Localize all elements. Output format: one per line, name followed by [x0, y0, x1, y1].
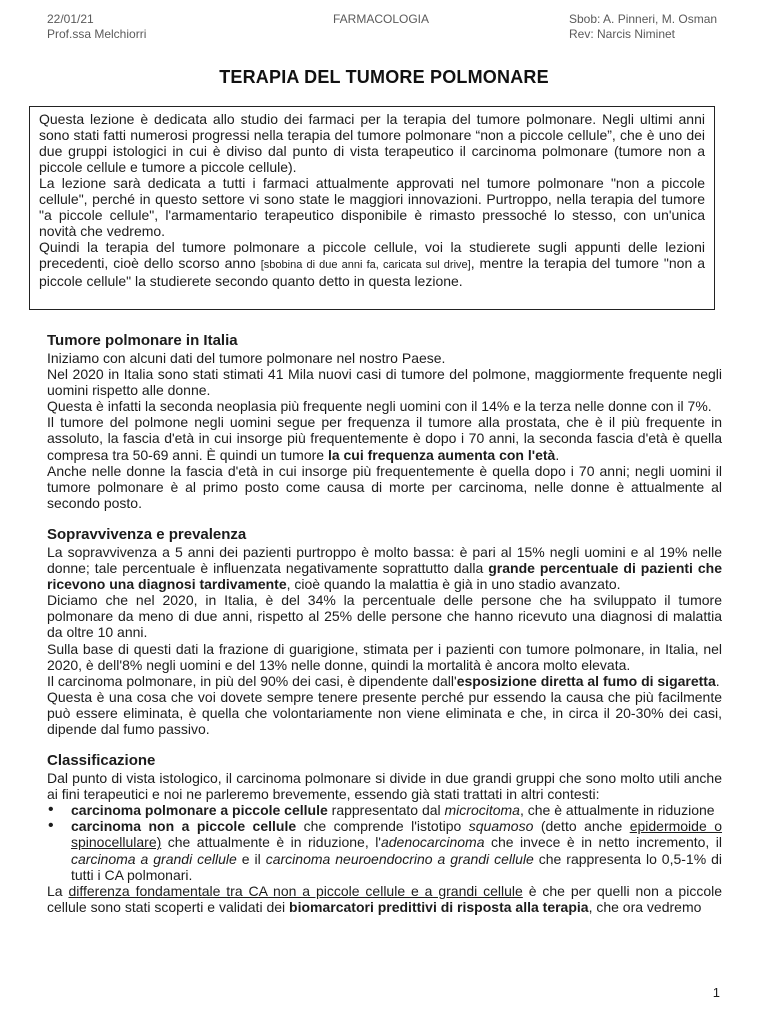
paragraph: Iniziamo con alcuni dati del tumore polmonare nel nostro Paese. — [47, 350, 446, 366]
paragraph: Nel 2020 in Italia sono stati stimati 41 Mila nuovi casi di tumore del polmone, maggiormente frequente negli uomini rispetto alle donne. — [47, 366, 722, 399]
section-heading: Classificazione — [47, 752, 156, 770]
section-sopravvivenza — [47, 526, 722, 737]
page-number: 1 — [712, 985, 720, 1000]
header-authors: Sbob: A. Pinneri, M. Osman — [569, 12, 718, 26]
bold-text: carcinoma polmonare a piccole cellule — [71, 802, 328, 819]
section-heading: Sopravvivenza e prevalenza — [47, 525, 247, 543]
text: che comprende l'istotipo — [296, 818, 469, 835]
header-reviewer: Rev: Narcis Niminet — [569, 27, 676, 41]
paragraph — [47, 414, 722, 462]
text: La sopravvivenza a 5 anni dei pazienti purtroppo è molto bassa: è pari al 15% negli uomini e al 19% nelle donne; tale percentuale è influenzata negativamente soprattutto dalla — [47, 543, 722, 577]
section-heading: Tumore polmonare in Italia — [47, 332, 238, 349]
page-title: TERAPIA DEL TUMORE POLMONARE — [219, 67, 549, 87]
intro-paragraph-2: La lezione sarà dedicata a tutti i farmaci attualmente approvati nel tumore polmonare "non a piccole cellule", perché in questo settore vi sono state le maggiori innovazioni. Purtroppo, nella terapia del tumore "a piccole cellule", l'armamentario terapeutico disponibile è rimasto pressoché lo stesso, con un'unica novità che vedremo. — [39, 175, 705, 239]
bold-text: grande percentuale di pazienti che ricevono una diagnosi tardivamente — [47, 560, 722, 593]
underlined-text: differenza fondamentale tra CA non a piccole cellule e a grandi cellule — [68, 882, 523, 899]
text: (detto anche — [533, 818, 630, 835]
classification-list — [47, 802, 722, 882]
text: è che per quelli non a piccole cellule sono stati scoperti e validati dei — [47, 882, 722, 915]
intro-text: , mentre la terapia del tumore "non a piccole cellule" la studierete secondo quanto detto in questa lezione. — [39, 255, 706, 289]
paragraph — [47, 544, 722, 592]
paragraph: Anche nelle donne la fascia d'età in cui insorge più frequentemente è quella dopo i 70 anni; negli uomini il tumore polmonare è al primo posto come causa di morte per carcinoma, nelle donne è attualmente al secondo posto. — [47, 462, 722, 511]
header-course: FARMACOLOGIA — [333, 12, 430, 26]
intro-paragraph-3 — [39, 239, 705, 289]
underlined-text: epidermoide o spinocellulare) — [71, 818, 722, 851]
italic-text: microcitoma — [444, 802, 520, 819]
header-center — [333, 12, 429, 27]
italic-text: adenocarcinoma — [380, 834, 485, 851]
bold-text: biomarcatori predittivi di risposta alla terapia — [289, 898, 589, 915]
section-classificazione — [47, 752, 722, 915]
text: che invece è in netto incremento, il — [484, 834, 722, 851]
paragraph: Diciamo che nel 2020, in Italia, è del 34% la percentuale delle persone che ha sviluppato il tumore polmonare da meno di due anni, rispetto al 25% delle persone che hanno ricevuto una diagnosi di malattia da oltre 10 anni. — [47, 592, 722, 641]
text: , cioè quando la malattia è già in uno stadio avanzato. — [286, 576, 621, 593]
section-italia — [47, 332, 722, 511]
intro-text: Quindi la terapia del tumore polmonare a piccole cellule, voi la studierete sugli appunti delle lezioni precedenti, cioè dello scorso anno — [39, 239, 705, 271]
italic-text: squamoso — [468, 818, 534, 835]
main-content — [47, 332, 722, 930]
bold-text: carcinoma non a piccole cellule — [71, 818, 297, 835]
bold-text: esposizione diretta al fumo di sigaretta — [456, 672, 716, 689]
italic-text: carcinoma neuroendocrino a grandi cellule — [265, 850, 534, 867]
text: Il tumore del polmone negli uomini segue per frequenza il tumore alla prostata, che è il più frequente in assoluto, la fascia d'età in cui insorge più frequentemente è dopo i 70 anni, la seconda fascia d'età è quella compresa tra 50-69 anni. È quindi un tumore — [47, 414, 722, 463]
list-item — [71, 818, 722, 882]
text: rappresentato dal — [327, 802, 445, 819]
italic-text: carcinoma a grandi cellule — [71, 850, 237, 867]
paragraph: Dal punto di vista istologico, il carcinoma polmonare si divide in due grandi gruppi che sono molto utili anche ai fini terapeutici e noi ne parleremo brevemente, essendo già stati trattati in altri contesti: — [47, 770, 722, 803]
header-left — [47, 12, 146, 42]
text: che rappresenta lo 0,5-1% di tutti i CA polmonari. — [71, 850, 723, 883]
intro-paragraph-1: Questa lezione è dedicata allo studio dei farmaci per la terapia del tumore polmonare. Negli ultimi anni sono stati fatti numerosi progressi nella terapia del tumore polmonare “non a piccole cellule”, che è uno dei due gruppi istologici in cui è diviso dal punto di vista terapeutico il carcinoma polmonare (tumore non a piccole cellule e tumore a piccole cellule). — [39, 111, 705, 175]
paragraph: Questa è una cosa che voi dovete sempre tenere presente perché pur essendo la causa che più facilmente può essere eliminata, è quella che volontariamente non viene eliminata e che, in circa il 20-30% dei casi, dipende dal fumo passivo. — [47, 688, 722, 737]
text: , che è attualmente in riduzione — [519, 802, 715, 819]
paragraph: Sulla base di questi dati la frazione di guarigione, stimata per i pazienti con tumore polmonare, in Italia, nel 2020, è dell'8% negli uomini e del 13% nelle donne, quindi la mortalità è ancora molto elevata. — [47, 640, 722, 673]
header-professor: Prof.ssa Melchiorri — [47, 27, 147, 41]
text: , che ora vedremo — [588, 898, 702, 915]
text: e il — [236, 850, 266, 867]
paragraph: Questa è infatti la seconda neoplasia più frequente negli uomini con il 14% e la terza nelle donne con il 7%. — [47, 398, 712, 415]
text: Il carcinoma polmonare, in più del 90% dei casi, è dipendente dall' — [47, 672, 457, 689]
bold-text: la cui frequenza aumenta con l'età — [327, 446, 556, 463]
header-date: 22/01/21 — [47, 12, 94, 26]
intro-box — [29, 106, 715, 310]
paragraph — [47, 883, 722, 915]
text: . — [555, 446, 560, 463]
list-item — [71, 802, 722, 818]
paragraph — [47, 673, 722, 689]
text: . — [715, 672, 720, 689]
text: La — [47, 882, 69, 899]
header-right — [569, 12, 717, 42]
intro-note: [sbobina di due anni fa, caricata sul drive] — [260, 259, 471, 271]
text: che attualmente è in riduzione, l' — [161, 834, 381, 851]
